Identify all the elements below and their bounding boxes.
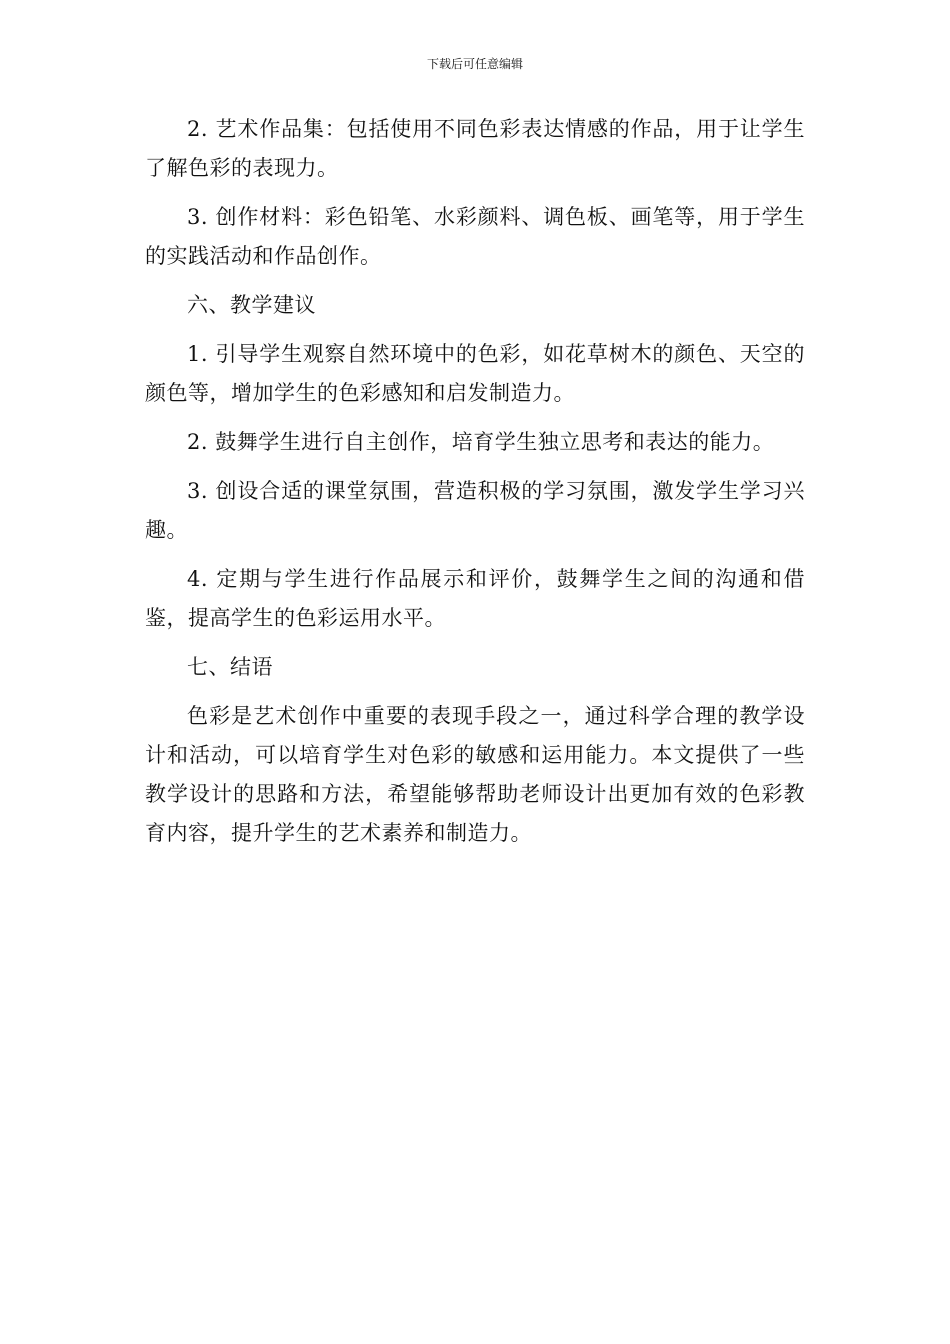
document-body [145, 110, 805, 863]
paragraph-conclusion: 色彩是艺术创作中重要的表现手段之一，通过科学合理的教学设计和活动，可以培育学生对色彩的敏感和运用能力。本文提供了一些教学设计的思路和方法，希望能够帮助老师设计出更加有效的色彩教育内容，提升学生的艺术素养和制造力。 [145, 704, 805, 845]
paragraph-suggestion-4: 4. 定期与学生进行作品展示和评价，鼓舞学生之间的沟通和借鉴，提高学生的色彩运用水平。 [145, 567, 805, 630]
paragraph-suggestion-2: 2. 鼓舞学生进行自主创作，培育学生独立思考和表达的能力。 [187, 430, 775, 454]
paragraph-suggestion-1: 1. 引导学生观察自然环境中的色彩，如花草树木的颜色、天空的颜色等，增加学生的色彩感知和启发制造力。 [145, 342, 805, 405]
section-heading-teaching-suggestions: 六、教学建议 [187, 293, 316, 317]
section-heading-conclusion: 七、结语 [187, 655, 273, 679]
paragraph-art-collection: 2. 艺术作品集：包括使用不同色彩表达情感的作品，用于让学生了解色彩的表现力。 [145, 117, 805, 180]
paragraph-suggestion-3: 3. 创设合适的课堂氛围，营造积极的学习氛围，激发学生学习兴趣。 [145, 479, 805, 542]
page-header: 下载后可任意编辑 [426, 57, 523, 71]
paragraph-materials: 3. 创作材料：彩色铅笔、水彩颜料、调色板、画笔等，用于学生的实践活动和作品创作。 [145, 205, 805, 268]
